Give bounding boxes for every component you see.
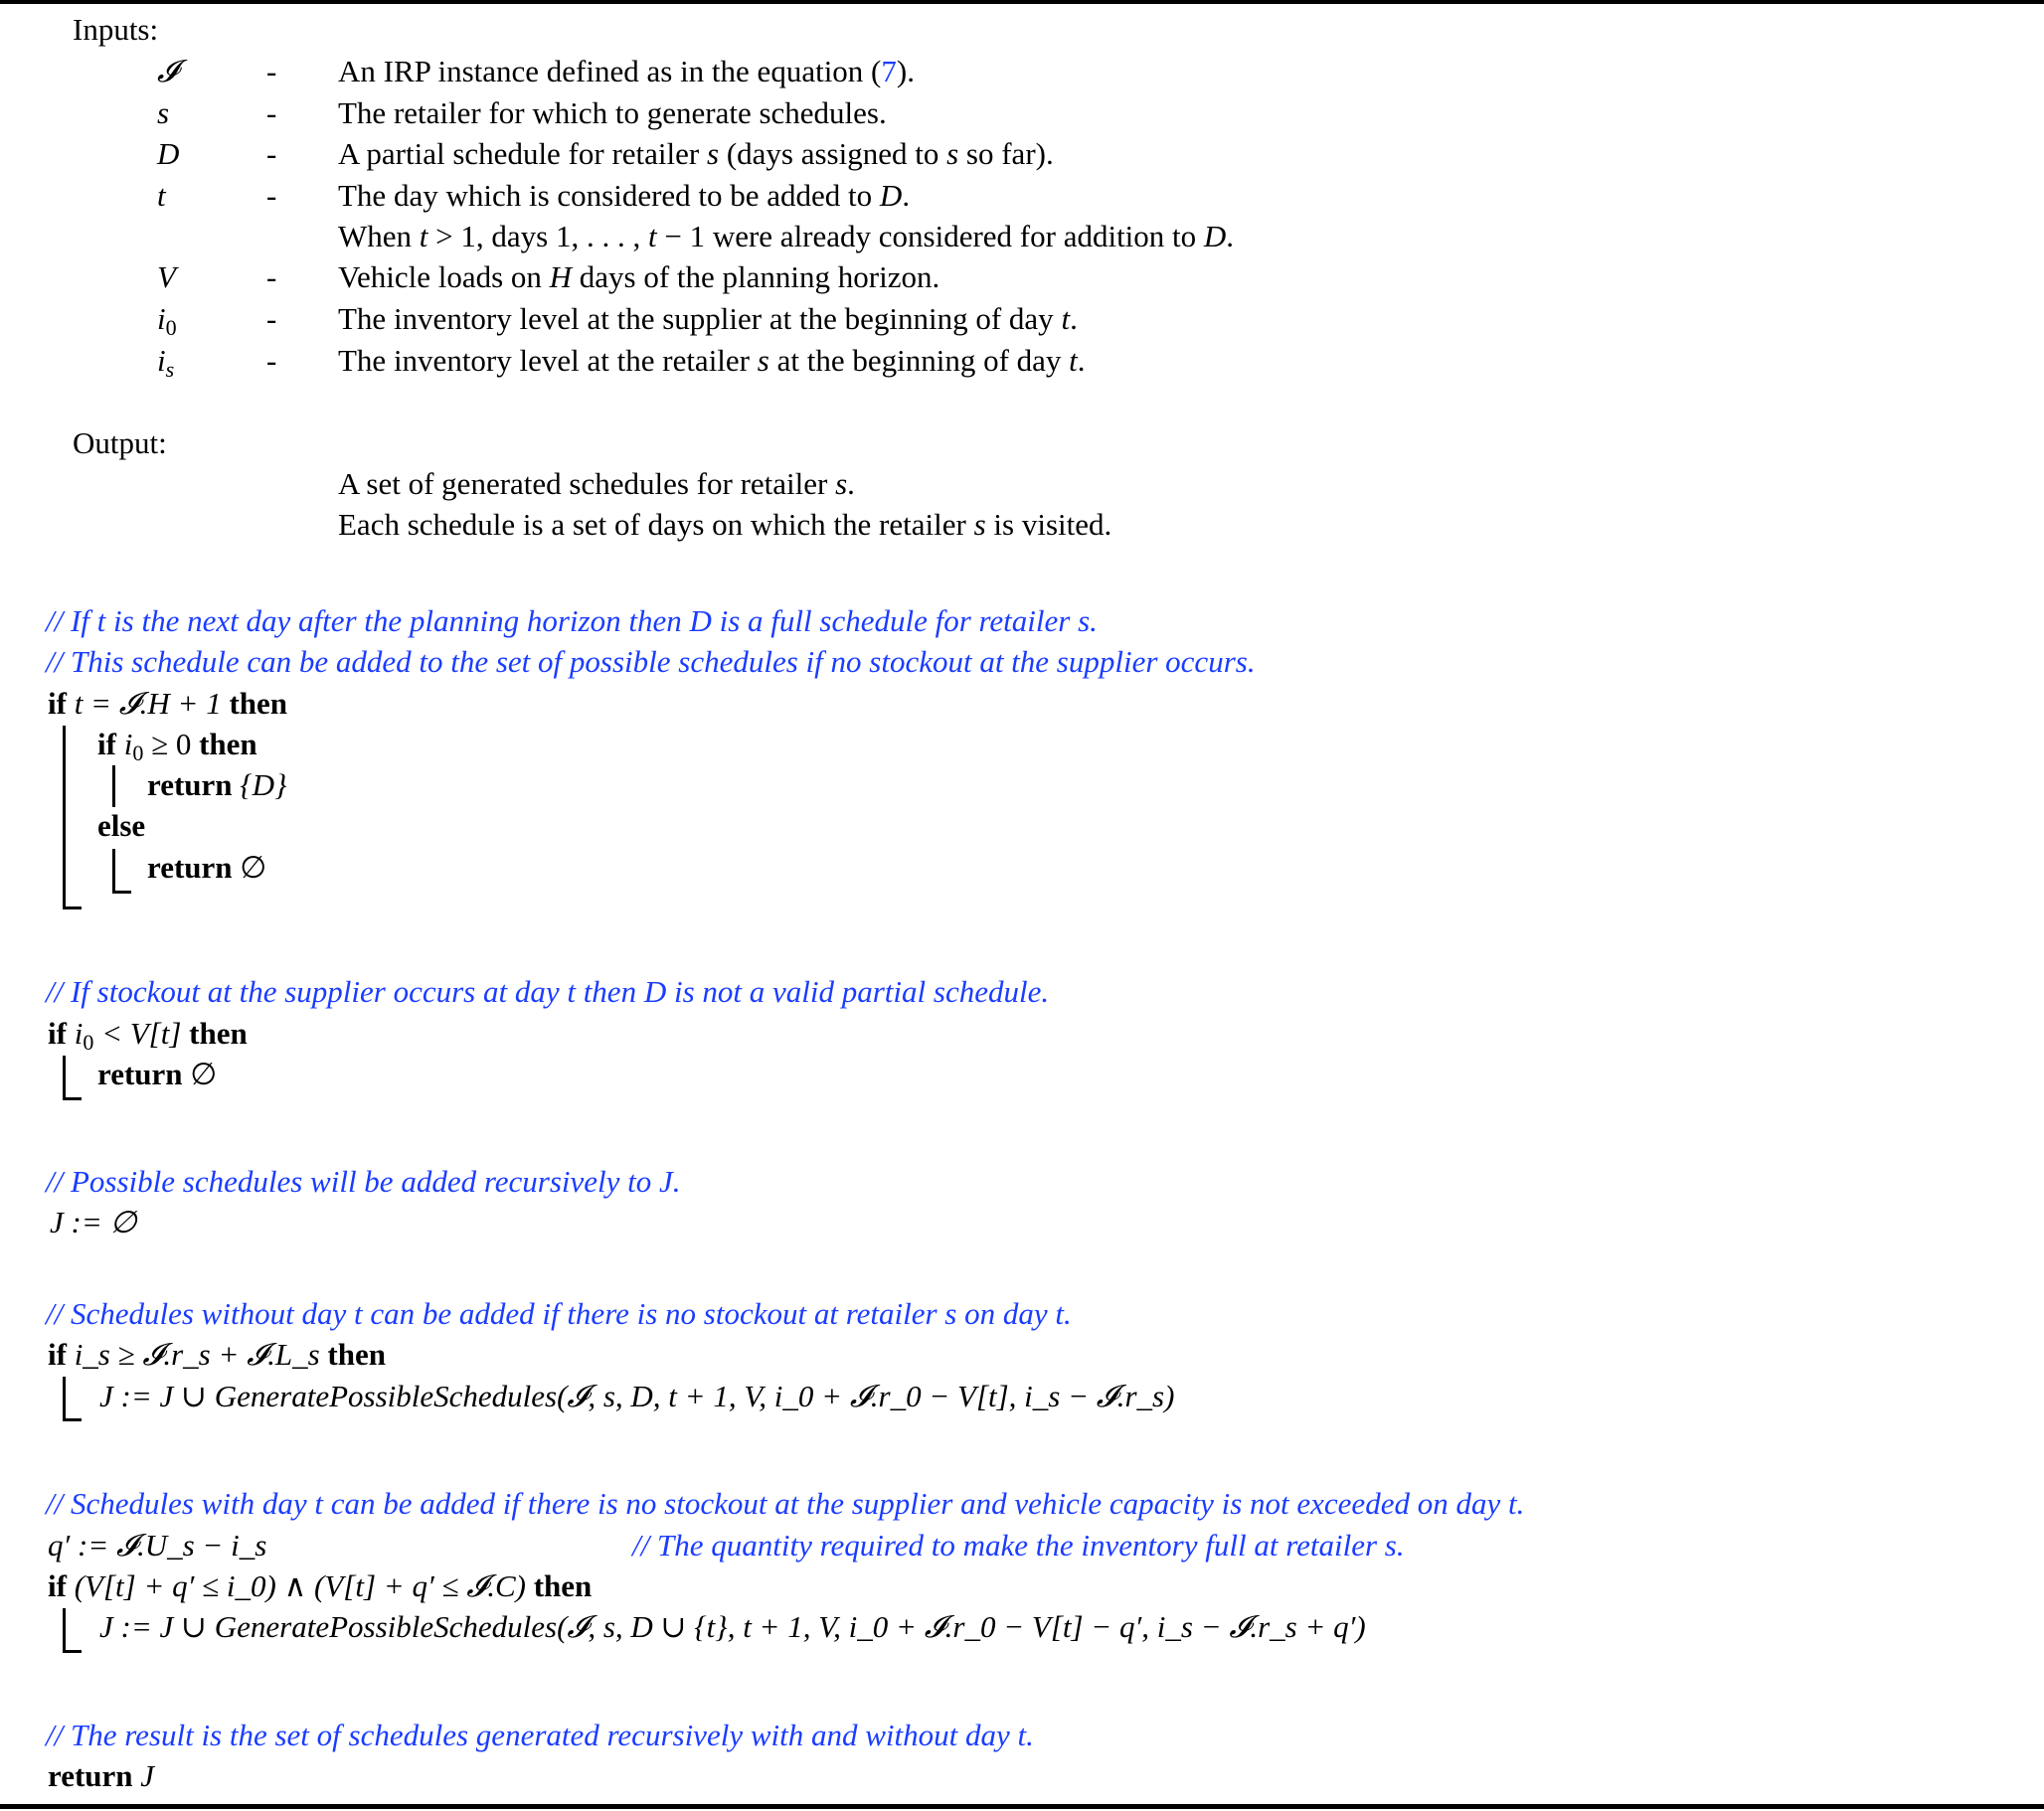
param-symbol-t: t	[157, 178, 166, 213]
keyword-return: return	[97, 1057, 183, 1091]
output-line-1	[338, 466, 855, 502]
keyword-return: return	[48, 1758, 133, 1793]
comment-add-schedule: // This schedule can be added to the set of possible schedules if no stockout at the supplier occurs.	[46, 644, 1256, 679]
param-symbol-D: D	[157, 136, 180, 171]
condition: (V[t] + q′ ≤ i_0) ∧ (V[t] + q′ ≤ 𝓘.C)	[74, 1568, 526, 1603]
param-desc-is	[338, 343, 1086, 379]
desc-text: When	[338, 219, 420, 253]
desc-text: − 1 were already considered for addition to	[656, 219, 1204, 253]
param-dash: -	[266, 136, 277, 171]
param-symbol-s: s	[157, 95, 170, 130]
block-bracket	[112, 765, 115, 807]
comment-without-day: // Schedules without day t can be added if there is no stockout at retailer s on day t.	[46, 1296, 1072, 1331]
desc-text: .	[1226, 219, 1235, 253]
desc-text: .	[1077, 343, 1086, 378]
desc-text: The inventory level at the supplier at the beginning of day	[338, 301, 1062, 336]
return-value: ∅	[240, 850, 267, 885]
desc-text: .	[1070, 301, 1078, 336]
param-desc-t-continuation	[338, 219, 1234, 254]
var: i	[123, 727, 133, 761]
var: D	[879, 178, 903, 213]
block-bracket	[112, 849, 131, 894]
subscript: s	[165, 357, 175, 382]
desc-text: days of the planning horizon.	[572, 259, 940, 294]
param-symbol-V: V	[157, 259, 176, 294]
desc-text: > 1, days 1, . . . ,	[427, 219, 648, 253]
param-dash: -	[266, 301, 277, 336]
comment-with-day: // Schedules with day t can be added if there is no stockout at the supplier and vehicle capacity is not exceeded on day t.	[46, 1486, 1525, 1521]
if-supplier-nonneg	[97, 727, 257, 765]
desc-text: The inventory level at the retailer	[338, 343, 758, 378]
return-D	[147, 767, 286, 803]
if-retailer-ok	[48, 1337, 386, 1373]
subscript: 0	[132, 741, 144, 765]
param-symbol-is	[157, 343, 175, 382]
var: D	[1203, 219, 1227, 253]
block-bracket	[63, 1377, 82, 1421]
var: H	[549, 259, 573, 294]
var: s	[835, 466, 848, 501]
comment-quantity: // The quantity required to make the inventory full at retailer s.	[632, 1528, 1405, 1563]
var: s	[946, 136, 959, 171]
var: t	[1061, 301, 1071, 336]
return-value: {D}	[240, 767, 287, 802]
param-dash: -	[266, 343, 277, 378]
var: s	[757, 343, 769, 378]
keyword-if: if	[48, 1337, 67, 1372]
init-J: J := ∅	[50, 1205, 137, 1239]
param-dash: -	[266, 178, 277, 213]
if-horizon-end	[48, 686, 287, 722]
return-J	[48, 1758, 154, 1794]
q-prime-def: q′ := 𝓘.U_s − i_s	[48, 1528, 267, 1563]
param-symbol-instance: 𝓘	[157, 54, 178, 88]
desc-text: ).	[896, 54, 915, 88]
param-dash: -	[266, 95, 277, 130]
return-empty-stockout	[97, 1057, 217, 1092]
param-desc-D	[338, 136, 1054, 172]
keyword-if: if	[48, 1568, 67, 1603]
comment-result: // The result is the set of schedules generated recursively with and without day t.	[46, 1718, 1034, 1752]
var: i	[157, 301, 166, 336]
desc-text: (days assigned to	[719, 136, 947, 171]
desc-text: at the beginning of day	[768, 343, 1070, 378]
desc-text: A partial schedule for retailer	[338, 136, 707, 171]
desc-text: so far).	[958, 136, 1054, 171]
keyword-if: if	[48, 1016, 67, 1051]
desc-text: Vehicle loads on	[338, 259, 550, 294]
keyword-return: return	[147, 850, 233, 885]
block-bracket	[63, 1056, 82, 1100]
if-stockout	[48, 1016, 248, 1055]
keyword-else: else	[97, 808, 146, 843]
keyword-if: if	[48, 686, 67, 721]
bottom-rule	[0, 1804, 2044, 1809]
var: t	[647, 219, 657, 253]
keyword-then: then	[229, 686, 288, 721]
keyword-then: then	[327, 1337, 386, 1372]
desc-text: is visited.	[985, 507, 1112, 542]
output-line-2	[338, 507, 1111, 543]
top-rule	[0, 0, 2044, 4]
desc-text: A set of generated schedules for retailer	[338, 466, 836, 501]
desc-text: The day which is considered to be added to	[338, 178, 880, 213]
output-heading: Output:	[73, 425, 167, 460]
desc-text: An IRP instance defined as in the equation (	[338, 54, 882, 88]
param-desc-s: The retailer for which to generate schedules.	[338, 95, 887, 130]
subscript: 0	[83, 1030, 94, 1055]
return-value: J	[140, 1758, 155, 1793]
desc-text: .	[902, 178, 911, 213]
recursive-call-with-day: J := J ∪ GeneratePossibleSchedules(𝓘, s, D ∪ {t}, t + 1, V, i_0 + 𝓘.r_0 − V[t] − q′, i_s − 𝓘.r_s + q′)	[99, 1609, 1366, 1644]
return-empty	[147, 850, 266, 886]
keyword-if: if	[97, 727, 116, 761]
desc-text: .	[847, 466, 855, 501]
var: t	[1069, 343, 1078, 378]
comment-full-schedule: // If t is the next day after the planning horizon then D is a full schedule for retailer s.	[46, 603, 1098, 638]
param-dash: -	[266, 54, 277, 88]
comment-recursive: // Possible schedules will be added recursively to J.	[46, 1164, 681, 1199]
block-bracket	[63, 1608, 82, 1653]
if-capacity-ok	[48, 1568, 592, 1604]
desc-text: Each schedule is a set of days on which the retailer	[338, 507, 974, 542]
condition: ≥ 0	[143, 727, 192, 761]
var: s	[973, 507, 986, 542]
keyword-then: then	[199, 727, 257, 761]
var: i	[157, 343, 166, 378]
keyword-then: then	[533, 1568, 593, 1603]
block-bracket	[63, 726, 82, 909]
param-dash: -	[266, 259, 277, 294]
param-desc-i0	[338, 301, 1078, 337]
var: i	[74, 1016, 84, 1051]
param-desc-t	[338, 178, 910, 214]
condition: t = 𝓘.H + 1	[74, 686, 222, 721]
keyword-return: return	[147, 767, 233, 802]
comment-stockout: // If stockout at the supplier occurs at day t then D is not a valid partial schedule.	[46, 974, 1050, 1009]
param-desc-V	[338, 259, 939, 295]
recursive-call-without-day: J := J ∪ GeneratePossibleSchedules(𝓘, s, D, t + 1, V, i_0 + 𝓘.r_0 − V[t], i_s − 𝓘.r_s)	[99, 1379, 1175, 1413]
param-symbol-i0	[157, 301, 177, 340]
condition: < V[t]	[93, 1016, 182, 1051]
return-value: ∅	[190, 1057, 218, 1091]
param-desc-instance	[338, 54, 915, 89]
inputs-heading: Inputs:	[73, 12, 159, 47]
keyword-then: then	[189, 1016, 248, 1051]
condition: i_s ≥ 𝓘.r_s + 𝓘.L_s	[74, 1337, 320, 1372]
subscript: 0	[165, 315, 177, 340]
var: s	[706, 136, 720, 171]
var: t	[419, 219, 428, 253]
equation-ref-link[interactable]: 7	[881, 54, 897, 88]
